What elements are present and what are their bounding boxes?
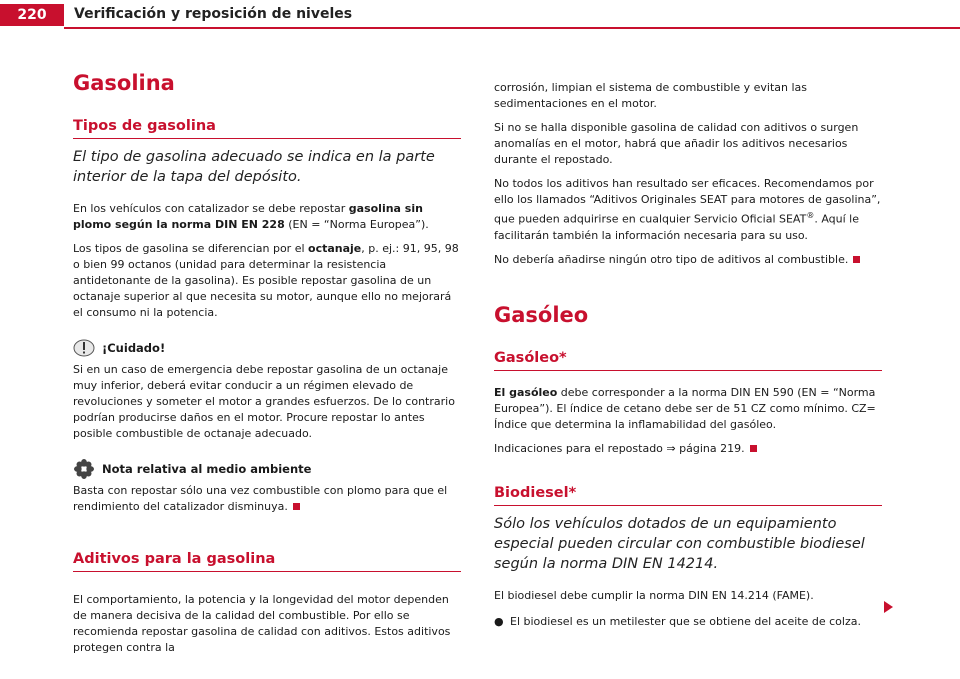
running-title: Verificación y reposición de niveles xyxy=(74,6,353,22)
page-number: 220 xyxy=(0,4,64,26)
lead-biodiesel: Sólo los vehículos dotados de un equipamiento especial pueden circular con combustible biodiesel según la norma DIN EN 14214. xyxy=(494,515,865,572)
additives-continued-3: No todos los aditivos han resultado ser eficaces. Recomendamos por ello los llamados “Aditivos Originales SEAT para motores de gasolina”, que pueden adquirirse en cualquier Servicio Oficial SEAT®. Aquí le facilitarán también la información necesaria para su uso. xyxy=(494,177,881,242)
additives-continued-2: Si no se halla disponible gasolina de calidad con aditivos o surgen anomalías en el motor, habrá que añadir los aditivos necesarios durante el repostado. xyxy=(494,121,859,166)
paragraph-octanaje: Los tipos de gasolina se diferencian por el octanaje, p. ej.: 91, 95, 98 o bien 99 octanos (unidad para determinar la resistencia antidetonante de la gasolina). Es posible repostar gasolina de un octanaje superior al que necesita su motor, aunque ello no mejorará el consumo ni la potencia. xyxy=(73,242,459,319)
left-column xyxy=(73,70,461,664)
heading-tipos-de-gasolina: Tipos de gasolina xyxy=(73,116,461,139)
right-column xyxy=(494,80,882,630)
reference-arrow: ⇒ xyxy=(666,441,676,455)
page-header xyxy=(0,0,960,30)
end-square-icon xyxy=(750,445,757,452)
diesel-paragraph: El gasóleo debe corresponder a la norma DIN EN 590 (EN = “Norma Europea”). El índice de cetano debe ser de 51 CZ como mínimo. CZ= Índice que determina la inflamabilidad del gasóleo. xyxy=(494,385,876,431)
caution-icon xyxy=(73,337,95,359)
environment-title: Nota relativa al medio ambiente xyxy=(102,462,312,476)
end-square-icon xyxy=(293,503,300,510)
additives-continued-4: No debería añadirse ningún otro tipo de aditivos al combustible. xyxy=(494,252,882,268)
section-title-gasoleo: Gasóleo xyxy=(494,302,589,327)
diesel-refuel-ref: Indicaciones para el repostado ⇒ página 219. xyxy=(494,441,882,457)
environment-flower-icon xyxy=(73,458,95,480)
end-square-icon xyxy=(853,256,860,263)
environment-text: Basta con repostar sólo una vez combustible con plomo para que el rendimiento del catalizador disminuya. xyxy=(73,484,448,513)
caution-text: Si en un caso de emergencia debe repostar gasolina de un octanaje muy inferior, deberá evitar conducir a un régimen elevado de revoluciones y someter el motor a grandes esfuerzos. De lo contrario podrían producirse daños en el motor. Procure repostar lo antes posible combustible de octanaje adecuado. xyxy=(73,363,455,440)
bullet-icon: ● xyxy=(494,614,504,628)
heading-aditivos: Aditivos para la gasolina xyxy=(73,549,461,572)
heading-biodiesel: Biodiesel* xyxy=(494,483,882,506)
caution-heading xyxy=(73,337,461,359)
continue-arrow-icon xyxy=(884,601,893,613)
paragraph-catalizador: En los vehículos con catalizador se debe repostar gasolina sin plomo según la norma DIN EN 228 (EN = “Norma Europea”). xyxy=(73,202,429,231)
additives-text: El comportamiento, la potencia y la longevidad del motor dependen de manera decisiva de la calidad del combustible. Por ello se recomienda repostar gasolina de calidad con aditivos. Estos aditivos protegen contra la xyxy=(73,593,451,654)
additives-continued-1: corrosión, limpian el sistema de combustible y evitan las sedimentaciones en el motor. xyxy=(494,81,808,110)
caution-title: ¡Cuidado! xyxy=(102,341,166,355)
list-item: ● El biodiesel es un metilester que se obtiene del aceite de colza. xyxy=(494,614,861,628)
biodiesel-paragraph: El biodiesel debe cumplir la norma DIN EN 14.214 (FAME). xyxy=(494,588,814,602)
lead-tipos: El tipo de gasolina adecuado se indica en la parte interior de la tapa del depósito. xyxy=(73,149,435,185)
section-title-gasolina: Gasolina xyxy=(73,71,175,95)
page-reference-link[interactable]: página 219. xyxy=(675,441,745,455)
header-rule xyxy=(64,27,960,29)
heading-gasoleo: Gasóleo* xyxy=(494,348,882,371)
environment-heading xyxy=(73,458,461,480)
